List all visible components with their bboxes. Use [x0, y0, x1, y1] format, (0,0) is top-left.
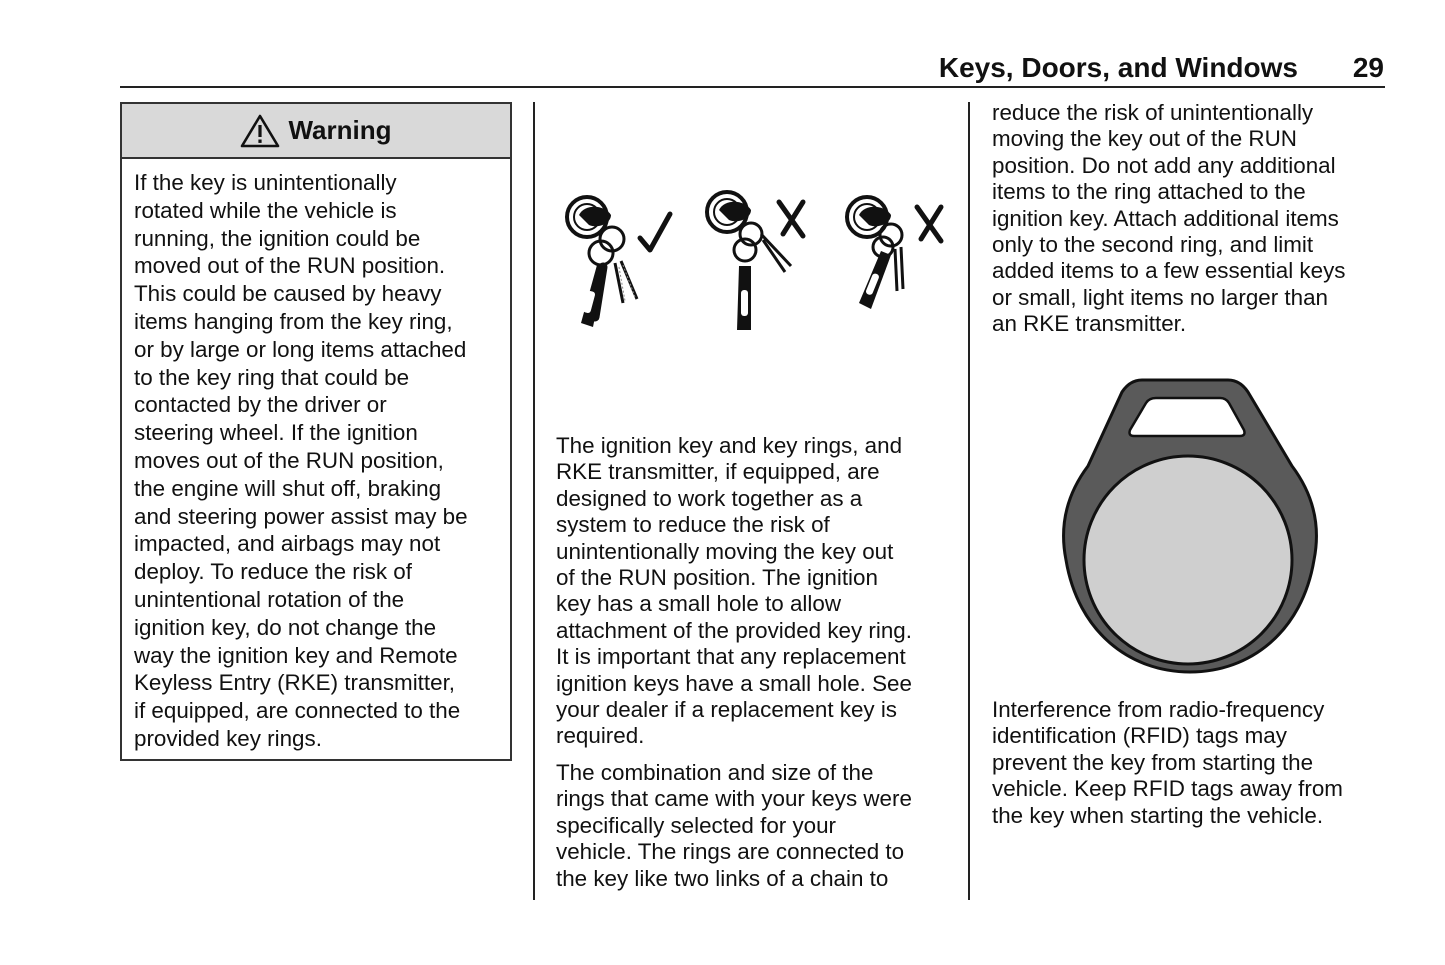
- column-divider-left: [533, 102, 535, 900]
- text-line: added items to a few essential keys: [992, 258, 1346, 284]
- warning-line: moves out of the RUN position,: [134, 447, 444, 473]
- warning-line: way the ignition key and Remote: [134, 642, 458, 668]
- text-line: the key when starting the vehicle.: [992, 802, 1324, 828]
- warning-line: rotated while the vehicle is: [134, 197, 397, 223]
- text-line: identification (RFID) tags may: [992, 723, 1287, 749]
- text-line: Interference from radio-frequency: [992, 697, 1325, 722]
- warning-line: This could be caused by heavy: [134, 281, 442, 307]
- warning-line: moved out of the RUN position.: [134, 253, 446, 279]
- text-line: The combination and size of the: [556, 759, 874, 785]
- text-line: ignition keys have a small hole. See: [556, 670, 912, 696]
- text-line: an RKE transmitter.: [992, 311, 1187, 337]
- text-line: system to reduce the risk of: [556, 512, 830, 538]
- rfid-tag-face: [1084, 456, 1292, 664]
- warning-line: or by large or long items attached: [134, 336, 467, 362]
- warning-triangle-icon: [240, 114, 280, 148]
- text-line: required.: [556, 723, 645, 749]
- warning-line: If the key is unintentionally: [134, 170, 397, 195]
- text-line: only to the second ring, and limit: [992, 232, 1314, 258]
- warning-line: provided key rings.: [134, 725, 322, 751]
- text-line: position. Do not add any additional: [992, 152, 1336, 178]
- warning-line: deploy. To reduce the risk of: [134, 559, 412, 585]
- warning-line: contacted by the driver or: [134, 392, 387, 418]
- text-line: vehicle. The rings are connected to: [556, 839, 905, 865]
- text-line: attachment of the provided key ring.: [556, 617, 912, 643]
- warning-line: if equipped, are connected to the: [134, 698, 461, 724]
- x-mark-icon: [917, 207, 941, 241]
- text-line: prevent the key from starting the: [992, 749, 1314, 775]
- text-line: ignition key. Attach additional items: [992, 205, 1339, 231]
- warning-line: the engine will shut off, braking: [134, 475, 442, 501]
- middle-column-text: [556, 433, 912, 892]
- text-line: rings that came with your keys were: [556, 786, 912, 812]
- warning-line: Keyless Entry (RKE) transmitter,: [134, 670, 456, 696]
- text-line: designed to work together as a: [556, 485, 863, 511]
- warning-box: [120, 102, 512, 761]
- text-line: specifically selected for your: [556, 812, 837, 838]
- warning-header: [122, 104, 510, 159]
- warning-line: to the key ring that could be: [134, 364, 410, 390]
- warning-line: and steering power assist may be: [134, 503, 468, 529]
- right-column-text-bottom: [992, 697, 1343, 829]
- warning-line: unintentional rotation of the: [134, 586, 405, 612]
- paragraph-rfid: [992, 697, 1343, 829]
- warning-line: running, the ignition could be: [134, 225, 421, 251]
- key-wrong-illustration: [847, 197, 903, 309]
- text-line: items to the ring attached to the: [992, 179, 1306, 205]
- column-divider-right: [968, 102, 970, 900]
- warning-line: steering wheel. If the ignition: [134, 420, 418, 446]
- text-line: of the RUN position. The ignition: [556, 565, 878, 591]
- paragraph-key-rings: [556, 433, 912, 750]
- checkmark-icon: [640, 214, 670, 250]
- header-rule: [120, 86, 1385, 88]
- text-line: or small, light items no larger than: [992, 284, 1329, 310]
- warning-body: [122, 159, 510, 753]
- text-line: your dealer if a replacement key is: [556, 697, 897, 723]
- right-column-text-top: [992, 100, 1345, 338]
- text-line: RKE transmitter, if equipped, are: [556, 459, 880, 485]
- warning-line: impacted, and airbags may not: [134, 531, 441, 557]
- warning-line: items hanging from the key ring,: [134, 308, 453, 334]
- key-wrong-illustration: [707, 192, 791, 330]
- text-line: It is important that any replacement: [556, 644, 906, 670]
- text-line: key has a small hole to allow: [556, 591, 841, 617]
- rfid-tag-hole: [1130, 398, 1245, 436]
- text-line: moving the key out of the RUN: [992, 126, 1297, 152]
- key-ring-illustration: [555, 180, 950, 345]
- text-line: reduce the risk of unintentionally: [992, 100, 1314, 125]
- text-line: vehicle. Keep RFID tags away from: [992, 776, 1343, 802]
- paragraph-ring-continued: [992, 100, 1345, 338]
- text-line: The ignition key and key rings, and: [556, 433, 903, 458]
- key-correct-illustration: [567, 197, 637, 327]
- page-number: 29: [1352, 52, 1384, 83]
- x-mark-icon: [779, 202, 803, 236]
- warning-title: Warning: [288, 115, 392, 145]
- text-line: the key like two links of a chain to: [556, 865, 889, 891]
- paragraph-ring-combination: [556, 760, 912, 892]
- warning-line: ignition key, do not change the: [134, 614, 437, 640]
- text-line: unintentionally moving the key out: [556, 538, 894, 564]
- rfid-tag-illustration: [1060, 370, 1320, 685]
- section-title: Keys, Doors, and Windows: [938, 52, 1298, 83]
